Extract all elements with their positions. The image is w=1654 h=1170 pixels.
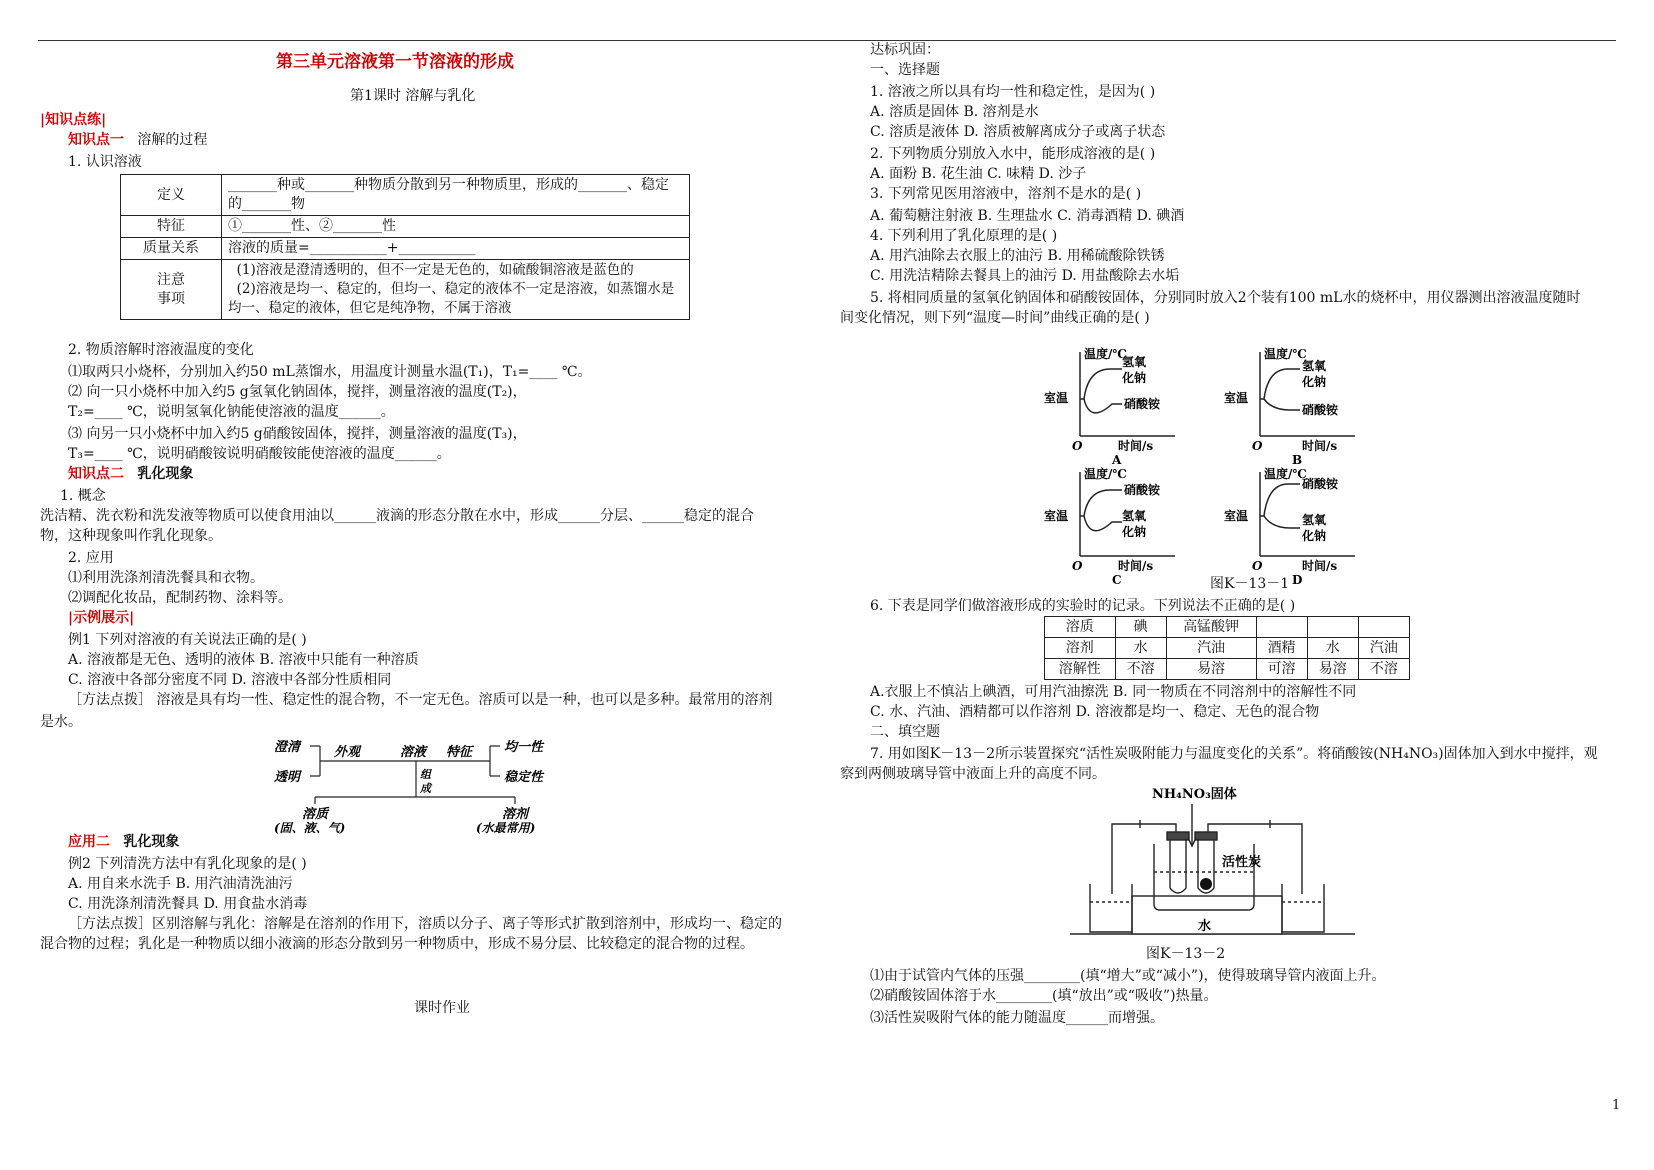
text-line: A. 用汽油除去衣服上的油污 B. 用稀硫酸除铁锈 bbox=[870, 248, 1165, 264]
table-cell: 汽油 bbox=[1358, 638, 1409, 659]
graph-d-ylabel: 温度/℃ bbox=[1264, 467, 1307, 481]
graph-a-room: 室温 bbox=[1044, 391, 1069, 405]
graph-c-room: 室温 bbox=[1044, 509, 1069, 523]
table-cell: 溶质 bbox=[1045, 617, 1116, 638]
table-cell: 水 bbox=[1115, 638, 1166, 659]
table-cell: 可溶 bbox=[1256, 659, 1307, 680]
question-1: 1. 溶液之所以具有均一性和稳定性，是因为( ) bbox=[870, 84, 1156, 100]
table-cell: 汽油 bbox=[1166, 638, 1256, 659]
text-line: ⑵ 向一只小烧杯中加入约5 g氢氧化钠固体，搅拌，测量溶液的温度(T₂)， bbox=[68, 384, 527, 400]
text-line: ⑵调配化妆品，配制药物、涂料等。 bbox=[68, 590, 292, 606]
table-row bbox=[121, 238, 690, 260]
section-1-heading: 1. 认识溶液 bbox=[68, 154, 142, 170]
apparatus-figure bbox=[1070, 784, 1360, 944]
graph-c-label: 化钠 bbox=[1122, 525, 1147, 539]
text-line: ⑵硝酸铵固体溶于水________(填“放出”或“吸收”)热量。 bbox=[870, 988, 1218, 1004]
lesson-subtitle: 第1课时 溶解与乳化 bbox=[350, 88, 476, 104]
diagram-label: 特征 bbox=[446, 745, 473, 760]
graph-d-label: 硝酸铵 bbox=[1302, 477, 1339, 491]
table-cell: 不溶 bbox=[1115, 659, 1166, 680]
graph-a-label: 化钠 bbox=[1122, 371, 1147, 385]
graph-c-ylabel: 温度/℃ bbox=[1084, 467, 1127, 481]
figure-caption: 图K－13－2 bbox=[1146, 946, 1226, 962]
table-row bbox=[1045, 638, 1410, 659]
graph-b-label: 硝酸铵 bbox=[1302, 403, 1339, 417]
diagram-label: (固、液、气) bbox=[274, 821, 346, 835]
text-line: C. 用洗洁精除去餐具上的油污 D. 用盐酸除去水垢 bbox=[870, 268, 1180, 284]
table-cell: 酒精 bbox=[1256, 638, 1307, 659]
diagram-label: 均一性 bbox=[504, 740, 544, 755]
example-header: |示例展示| bbox=[68, 610, 135, 626]
header-rule bbox=[38, 40, 1616, 41]
section-choice-heading: 一、选择题 bbox=[870, 62, 940, 78]
graph-c-caption: C bbox=[1112, 573, 1122, 587]
text-line: A. 溶液都是无色、透明的液体 B. 溶液中只能有一种溶质 bbox=[68, 652, 419, 668]
table-header: 定义 bbox=[121, 175, 222, 216]
table-cell: 高锰酸钾 bbox=[1166, 617, 1256, 638]
text-line: 察到两侧玻璃导管中液面上升的高度不同。 bbox=[840, 766, 1106, 782]
text-line: T₂=____ ℃，说明氢氧化钠能使溶液的温度______。 bbox=[68, 404, 395, 420]
table-cell: 溶液的质量=___________+___________ bbox=[222, 238, 690, 260]
graph-d-label: 氢氧 bbox=[1302, 513, 1327, 527]
text-line: ［方法点拨］区别溶解与乳化：溶解是在溶剂的作用下，溶质以分子、离子等形式扩散到溶剂中，形成均一、稳定的 bbox=[68, 916, 782, 932]
table-row bbox=[1045, 659, 1410, 680]
text-line: ⑶ 向另一只小烧杯中加入约5 g硝酸铵固体，搅拌，测量溶液的温度(T₃)， bbox=[68, 426, 527, 442]
apparatus-label: NH₄NO₃固体 bbox=[1152, 787, 1237, 802]
table-row bbox=[121, 216, 690, 238]
table-row bbox=[1045, 617, 1410, 638]
diagram-label: 组 bbox=[420, 768, 431, 781]
question-6: 6. 下表是同学们做溶液形成的实验时的记录。下列说法不正确的是( ) bbox=[870, 598, 1296, 614]
graph-a-caption: A bbox=[1112, 453, 1122, 467]
text-line: 混合物的过程；乳化是一种物质以细小液滴的形态分散到另一种物质中，形成不易分层、比较稳定的混合物的过程。 bbox=[40, 936, 754, 952]
text-line: C. 水、汽油、酒精都可以作溶剂 D. 溶液都是均一、稳定、无色的混合物 bbox=[870, 704, 1320, 720]
text-line: ［方法点拨］ 溶液是具有均一性、稳定性的混合物，不一定无色。溶质可以是一种，也可以是多种。最常用的溶剂 bbox=[68, 692, 773, 708]
graph-b-label: 化钠 bbox=[1302, 375, 1327, 389]
diagram-label: 澄清 bbox=[274, 740, 301, 755]
question-5: 5. 将相同质量的氢氧化钠固体和硝酸铵固体，分别同时放入2个装有100 mL水的烧杯中，用仪器测出溶液温度随时 bbox=[870, 290, 1581, 306]
table-cell: ①_______性、②_______性 bbox=[222, 216, 690, 238]
table-row bbox=[121, 260, 690, 320]
table-cell: _______种或_______种物质分散到另一种物质里，形成的_______、稳定 的_______物 bbox=[222, 175, 690, 216]
table-cell: (1)溶液是澄清透明的，但不一定是无色的，如硫酸铜溶液是蓝色的 (2)溶液是均一、稳定的，但均一、稳定的液体不一定是溶液，如蒸馏水是 均一、稳定的液体，但它是纯净物，不属于溶液 bbox=[222, 260, 690, 320]
graph-a-xlabel: 时间/s bbox=[1118, 439, 1154, 453]
diagram-label: 溶液 bbox=[400, 745, 427, 760]
diagram-label: 外观 bbox=[334, 745, 361, 760]
activated-carbon-mark bbox=[1200, 878, 1212, 890]
graph-b-room: 室温 bbox=[1224, 391, 1249, 405]
text-line: 2. 应用 bbox=[68, 550, 114, 566]
table-header: 质量关系 bbox=[121, 238, 222, 260]
graph-d-label: 化钠 bbox=[1302, 529, 1327, 543]
graph-d-origin: O bbox=[1252, 559, 1263, 573]
table-cell bbox=[1307, 617, 1358, 638]
text-line: A. 面粉 B. 花生油 C. 味精 D. 沙子 bbox=[870, 166, 1087, 182]
figure-caption: 图K－13－1 bbox=[1210, 576, 1290, 592]
graph-b-origin: O bbox=[1252, 439, 1263, 453]
diagram-label: 稳定性 bbox=[504, 770, 544, 785]
kp1-heading: 知识点一 溶解的过程 bbox=[68, 132, 208, 148]
knowledge-header: |知识点练| bbox=[40, 112, 107, 128]
text-line: 间变化情况，则下列“温度—时间”曲线正确的是( ) bbox=[840, 310, 1150, 326]
text-line: 是水。 bbox=[40, 714, 82, 730]
diagram-label: 透明 bbox=[274, 770, 301, 785]
text-line: A. 用自来水洗手 B. 用汽油清洗油污 bbox=[68, 876, 293, 892]
text-line: A.衣服上不慎沾上碘酒，可用汽油擦洗 B. 同一物质在不同溶剂中的溶解性不同 bbox=[870, 684, 1357, 700]
text-line: C. 溶质是液体 D. 溶质被解离成分子或离子状态 bbox=[870, 124, 1166, 140]
section-fill-heading: 二、填空题 bbox=[870, 724, 940, 740]
graph-b-ylabel: 温度/℃ bbox=[1264, 347, 1307, 361]
app2-heading: 应用二 乳化现象 bbox=[68, 834, 180, 850]
text-line: T₃=____ ℃，说明硝酸铵说明硝酸铵能使溶液的温度______。 bbox=[68, 446, 451, 462]
graph-a-label: 氢氧 bbox=[1122, 355, 1147, 369]
graph-d-xlabel: 时间/s bbox=[1302, 559, 1338, 573]
graph-c-xlabel: 时间/s bbox=[1118, 559, 1154, 573]
graph-c-label: 硝酸铵 bbox=[1124, 483, 1161, 497]
text-line: A. 溶质是固体 B. 溶剂是水 bbox=[870, 104, 1039, 120]
example-2-question: 例2 下列清洗方法中有乳化现象的是( ) bbox=[68, 856, 307, 872]
diagram-label: 成 bbox=[420, 782, 431, 795]
table-cell bbox=[1358, 617, 1409, 638]
table-cell: 溶解性 bbox=[1045, 659, 1116, 680]
kp2-heading: 知识点二 乳化现象 bbox=[68, 466, 194, 482]
homework-heading: 课时作业 bbox=[414, 1000, 470, 1016]
diagram-label: (水最常用) bbox=[476, 821, 536, 835]
question-3: 3. 下列常见医用溶液中，溶剂不是水的是( ) bbox=[870, 186, 1142, 202]
page-number: 1 bbox=[1612, 1098, 1621, 1113]
temperature-time-graphs bbox=[1044, 344, 1410, 587]
text-line: ⑴利用洗涤剂清洗餐具和衣物。 bbox=[68, 570, 264, 586]
consolidation-heading: 达标巩固： bbox=[870, 42, 940, 58]
solution-definition-table bbox=[120, 174, 690, 320]
text-line: 洗洁精、洗衣粉和洗发液等物质可以使食用油以______液滴的形态分散在水中，形成______分层、______稳定的混合 bbox=[40, 508, 754, 524]
graph-a-label: 硝酸铵 bbox=[1124, 397, 1161, 411]
table-cell bbox=[1256, 617, 1307, 638]
graph-b-caption: B bbox=[1292, 453, 1303, 467]
question-4: 4. 下列利用了乳化原理的是( ) bbox=[870, 228, 1058, 244]
table-cell: 碘 bbox=[1115, 617, 1166, 638]
section-2-heading: 2. 物质溶解时溶液温度的变化 bbox=[68, 342, 254, 358]
solution-concept-diagram bbox=[260, 730, 590, 834]
graph-d-room: 室温 bbox=[1224, 509, 1249, 523]
graph-c-label: 氢氧 bbox=[1122, 509, 1147, 523]
graph-a-ylabel: 温度/℃ bbox=[1084, 347, 1127, 361]
text-line: ⑴取两只小烧杯，分别加入约50 mL蒸馏水，用温度计测量水温(T₁)，T₁=____ ℃。 bbox=[68, 364, 592, 380]
graph-a-origin: O bbox=[1072, 439, 1083, 453]
text-line: 物，这种现象叫作乳化现象。 bbox=[40, 528, 222, 544]
page-title: 第三单元溶液第一节溶液的形成 bbox=[276, 52, 514, 72]
table-cell: 易溶 bbox=[1166, 659, 1256, 680]
example-1-question: 例1 下列对溶液的有关说法正确的是( ) bbox=[68, 632, 307, 648]
text-line: ⑴由于试管内气体的压强________(填“增大”或“减小”)，使得玻璃导管内液面上升。 bbox=[870, 968, 1386, 984]
text-line: C. 用洗涤剂清洗餐具 D. 用食盐水消毒 bbox=[68, 896, 308, 912]
text-line: ⑶活性炭吸附气体的能力随温度______而增强。 bbox=[870, 1010, 1164, 1026]
diagram-label: 溶剂 bbox=[502, 807, 529, 822]
text-line: A. 葡萄糖注射液 B. 生理盐水 C. 消毒酒精 D. 碘酒 bbox=[870, 208, 1185, 224]
table-cell: 不溶 bbox=[1358, 659, 1409, 680]
table-cell: 水 bbox=[1307, 638, 1358, 659]
table-header: 特征 bbox=[121, 216, 222, 238]
question-2: 2. 下列物质分别放入水中，能形成溶液的是( ) bbox=[870, 146, 1156, 162]
apparatus-label: 水 bbox=[1198, 919, 1212, 934]
experiment-record-table bbox=[1044, 616, 1410, 680]
graph-b-label: 氢氧 bbox=[1302, 359, 1327, 373]
table-cell: 溶剂 bbox=[1045, 638, 1116, 659]
diagram-label: 溶质 bbox=[302, 807, 329, 822]
text-line: C. 溶液中各部分密度不同 D. 溶液中各部分性质相同 bbox=[68, 672, 392, 688]
graph-b-xlabel: 时间/s bbox=[1302, 439, 1338, 453]
table-header: 注意 事项 bbox=[121, 260, 222, 320]
table-row bbox=[121, 175, 690, 216]
graph-d-caption: D bbox=[1292, 573, 1303, 587]
text-line: 1. 概念 bbox=[60, 488, 106, 504]
apparatus-label: 活性炭 bbox=[1222, 855, 1262, 870]
graph-c-origin: O bbox=[1072, 559, 1083, 573]
question-7: 7. 用如图K－13－2所示装置探究“活性炭吸附能力与温度变化的关系”。将硝酸铵(NH₄NO₃)固体加入到水中搅拌，观 bbox=[870, 746, 1598, 762]
table-cell: 易溶 bbox=[1307, 659, 1358, 680]
